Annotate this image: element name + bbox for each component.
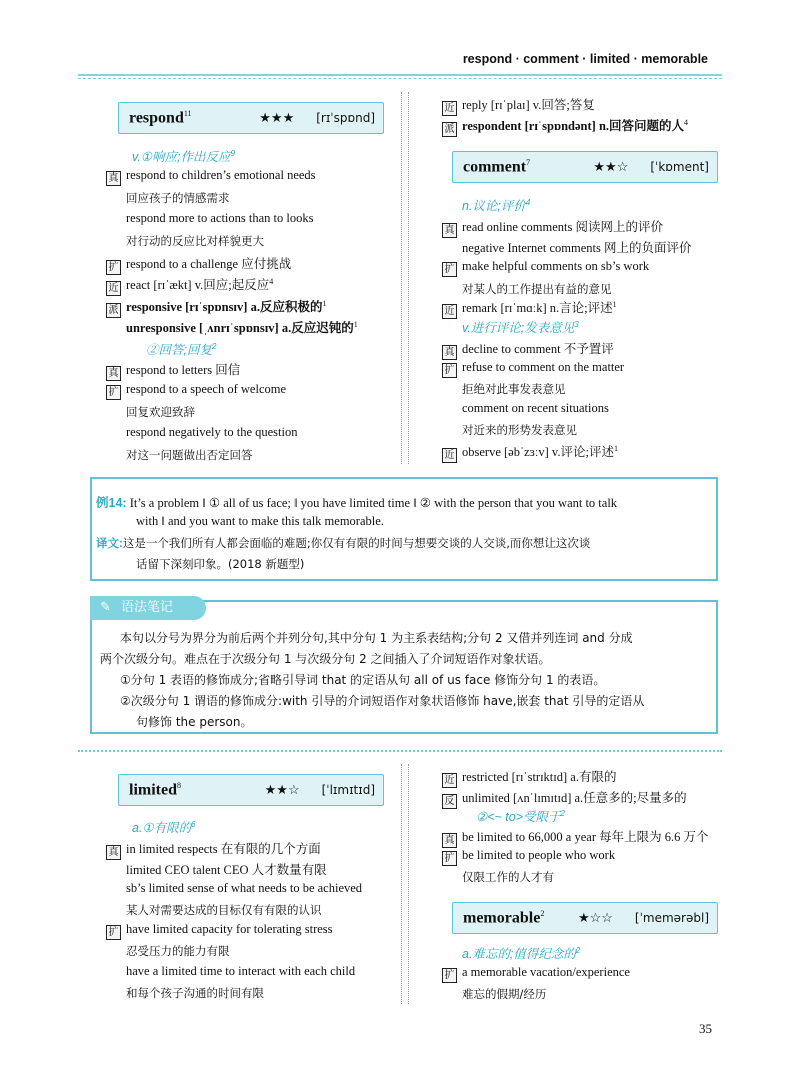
example-line: 扩 refuse to comment on the matter bbox=[442, 360, 624, 378]
header-rule-dashed bbox=[78, 78, 722, 79]
notes-paragraph: ②次级分句 1 谓语的修饰成分:with 引导的介词短语作对象状语修饰 have,嵌套 that 引导的定语从 bbox=[120, 694, 645, 708]
translation: 对这一问题做出否定回答 bbox=[126, 448, 253, 462]
frequency-stars: ★★☆ bbox=[593, 159, 629, 174]
tag-zhen-icon: 真 bbox=[442, 223, 457, 238]
sense-label: ②<~ to>受限于$^2$ bbox=[476, 808, 565, 824]
tag-kuo-icon: 扩 bbox=[442, 851, 457, 866]
example-line: 真 be limited to 66,000 a year 每年上限为 6.6 万个 bbox=[442, 827, 709, 848]
headword: memorable$^2$ bbox=[463, 908, 545, 927]
example-line: 真 read online comments 阅读网上的评价 bbox=[442, 217, 663, 238]
derivative-line: 派 respondent [rɪˈspɒndənt] n.回答问题的人$^4$ bbox=[442, 116, 688, 137]
sense-label: ②回答;回复$^2$ bbox=[146, 341, 217, 357]
translation-line1: 译文:这是一个我们所有人都会面临的难题;你仅有有限的时间与想要交谈的人交谈,而你想让这次谈 bbox=[96, 536, 591, 550]
derivative-line: unresponsive [ˌʌnrɪˈspɒnsɪv] a.反应迟钝的$^1$ bbox=[126, 319, 358, 335]
tag-pai-icon: 派 bbox=[106, 303, 121, 318]
phonetic: [ˈlɪmɪtɪd] bbox=[321, 783, 375, 797]
derivative-line: 派 responsive [rɪˈspɒnsɪv] a.反应积极的$^1$ bbox=[106, 297, 326, 318]
example-line: respond more to actions than to looks bbox=[126, 211, 314, 225]
headword: respond$^{11}$ bbox=[129, 108, 192, 127]
pen-icon: ✎ bbox=[100, 600, 111, 615]
column-divider bbox=[401, 92, 409, 464]
synonym-line: 近 react [rɪˈækt] v.回应;起反应$^4$ bbox=[106, 275, 273, 296]
example-line: 扩 have limited capacity for tolerating stress bbox=[106, 922, 333, 940]
running-header: respond · comment · limited · memorable bbox=[462, 52, 708, 66]
entry-header-comment bbox=[452, 151, 718, 183]
example-line: respond negatively to the question bbox=[126, 425, 298, 439]
example-line: 真 respond to letters 回信 bbox=[106, 360, 240, 381]
synonym-line: 近 reply [rɪˈplaɪ] v.回答;答复 bbox=[442, 95, 595, 116]
synonym-line: 近 restricted [rɪˈstrɪktɪd] a.有限的 bbox=[442, 767, 616, 788]
phonetic: [ˈkɒment] bbox=[650, 160, 709, 174]
example-line: 真 decline to comment 不予置评 bbox=[442, 339, 614, 360]
example-line: 扩 respond to a challenge 应付挑战 bbox=[106, 254, 291, 275]
translation: 仅限工作的人才有 bbox=[462, 870, 554, 884]
column-divider bbox=[401, 764, 409, 1004]
tag-zhen-icon: 真 bbox=[442, 345, 457, 360]
example-line: 扩 make helpful comments on sb’s work bbox=[442, 259, 649, 277]
section-separator bbox=[78, 750, 722, 752]
grammar-notes-title: ✎ 语法笔记 bbox=[90, 596, 206, 620]
tag-kuo-icon: 扩 bbox=[442, 363, 457, 378]
tag-jin-icon: 近 bbox=[106, 281, 121, 296]
header-rule bbox=[78, 74, 722, 76]
notes-paragraph: 本句以分号为界分为前后两个并列分句,其中分句 1 为主系表结构;分句 2 又借并列连词 and 分成 bbox=[120, 631, 633, 645]
example-line: sb’s limited sense of what needs to be achieved bbox=[126, 881, 363, 895]
translation: 某人对需要达成的目标仅有有限的认识 bbox=[126, 903, 322, 917]
tag-kuo-icon: 扩 bbox=[442, 968, 457, 983]
tag-jin-icon: 近 bbox=[442, 101, 457, 116]
example-line: 扩 be limited to people who work bbox=[442, 848, 615, 866]
translation: 难忘的假期/经历 bbox=[462, 987, 547, 1001]
entry-header-respond bbox=[118, 102, 384, 134]
example-line: comment on recent situations bbox=[462, 401, 609, 415]
sense-label: a.难忘的;值得纪念的$^2$ bbox=[462, 945, 581, 961]
example-line: negative Internet comments 网上的负面评价 bbox=[462, 241, 692, 255]
entry-header-limited bbox=[118, 774, 384, 806]
sense-label: a.①有限的$^6$ bbox=[132, 819, 196, 835]
notes-paragraph: 句修饰 the person。 bbox=[136, 715, 253, 729]
page-number: 35 bbox=[699, 1021, 712, 1036]
example-line: 真 in limited respects 在有限的几个方面 bbox=[106, 839, 321, 860]
headword: limited$^8$ bbox=[129, 780, 181, 799]
tag-zhen-icon: 真 bbox=[106, 171, 121, 186]
example-line: 扩 a memorable vacation/experience bbox=[442, 965, 630, 983]
example-line: limited CEO talent CEO 人才数量有限 bbox=[126, 863, 327, 877]
sense-label: n.议论;评价$^4$ bbox=[462, 197, 531, 213]
tag-kuo-icon: 扩 bbox=[442, 262, 457, 277]
frequency-stars: ★☆☆ bbox=[577, 910, 613, 925]
synonym-line: 近 observe [əbˈzɜːv] v.评论;评述$^1$ bbox=[442, 442, 618, 463]
translation: 忍受压力的能力有限 bbox=[126, 944, 230, 958]
tag-kuo-icon: 扩 bbox=[106, 260, 121, 275]
translation: 对某人的工作提出有益的意见 bbox=[462, 282, 612, 296]
tag-zhen-icon: 真 bbox=[106, 845, 121, 860]
example-sentence-line2: with ‖ and you want to make this talk memorable. bbox=[136, 514, 384, 528]
tag-zhen-icon: 真 bbox=[442, 833, 457, 848]
tag-kuo-icon: 扩 bbox=[106, 385, 121, 400]
tag-jin-icon: 近 bbox=[442, 304, 457, 319]
synonym-line: 近 remark [rɪˈmɑːk] n.言论;评述$^1$ bbox=[442, 298, 617, 319]
tag-pai-icon: 派 bbox=[442, 122, 457, 137]
tag-kuo-icon: 扩 bbox=[106, 925, 121, 940]
translation: 对近来的形势发表意见 bbox=[462, 423, 577, 437]
headword: comment$^7$ bbox=[463, 157, 531, 176]
translation: 对行动的反应比对样貌更大 bbox=[126, 234, 264, 248]
example-line: 扩 respond to a speech of welcome bbox=[106, 382, 286, 400]
tag-jin-icon: 近 bbox=[442, 773, 457, 788]
translation: 回应孩子的情感需求 bbox=[126, 191, 230, 205]
translation: 和每个孩子沟通的时间有限 bbox=[126, 986, 264, 1000]
tag-zhen-icon: 真 bbox=[106, 366, 121, 381]
translation: 拒绝对此事发表意见 bbox=[462, 382, 566, 396]
entry-header-memorable bbox=[452, 902, 718, 934]
frequency-stars: ★★☆ bbox=[264, 782, 300, 797]
tag-fan-icon: 反 bbox=[442, 794, 457, 809]
notes-paragraph: 两个次级分句。难点在于次级分句 1 与次级分句 2 之间插入了介词短语作对象状语。 bbox=[100, 652, 551, 666]
frequency-stars: ★★★ bbox=[259, 110, 295, 125]
phonetic: [rɪˈspɒnd] bbox=[316, 111, 375, 125]
tag-jin-icon: 近 bbox=[442, 448, 457, 463]
sense-label: v.进行评论;发表意见$^3$ bbox=[462, 319, 579, 335]
translation: 回复欢迎致辞 bbox=[126, 405, 195, 419]
example-line: 真 respond to children’s emotional needs bbox=[106, 168, 316, 186]
sense-label: v.①响应;作出反应$^9$ bbox=[132, 148, 235, 164]
example-sentence-line1: 例14: It’s a problem ‖ ① all of us face; ‖ you have limited time ‖ ② with the person that you want to talk bbox=[96, 496, 618, 510]
example-line: have a limited time to interact with each child bbox=[126, 964, 356, 978]
phonetic: [ˈmemərəbl] bbox=[634, 911, 709, 925]
antonym-line: 反 unlimited [ʌnˈlɪmɪtɪd] a.任意多的;尽量多的 bbox=[442, 788, 687, 809]
notes-paragraph: ①分句 1 表语的修饰成分;省略引导词 that 的定语从句 all of us face 修饰分句 1 的表语。 bbox=[120, 673, 606, 687]
translation-line2: 话留下深刻印象。(2018 新题型) bbox=[136, 557, 305, 571]
